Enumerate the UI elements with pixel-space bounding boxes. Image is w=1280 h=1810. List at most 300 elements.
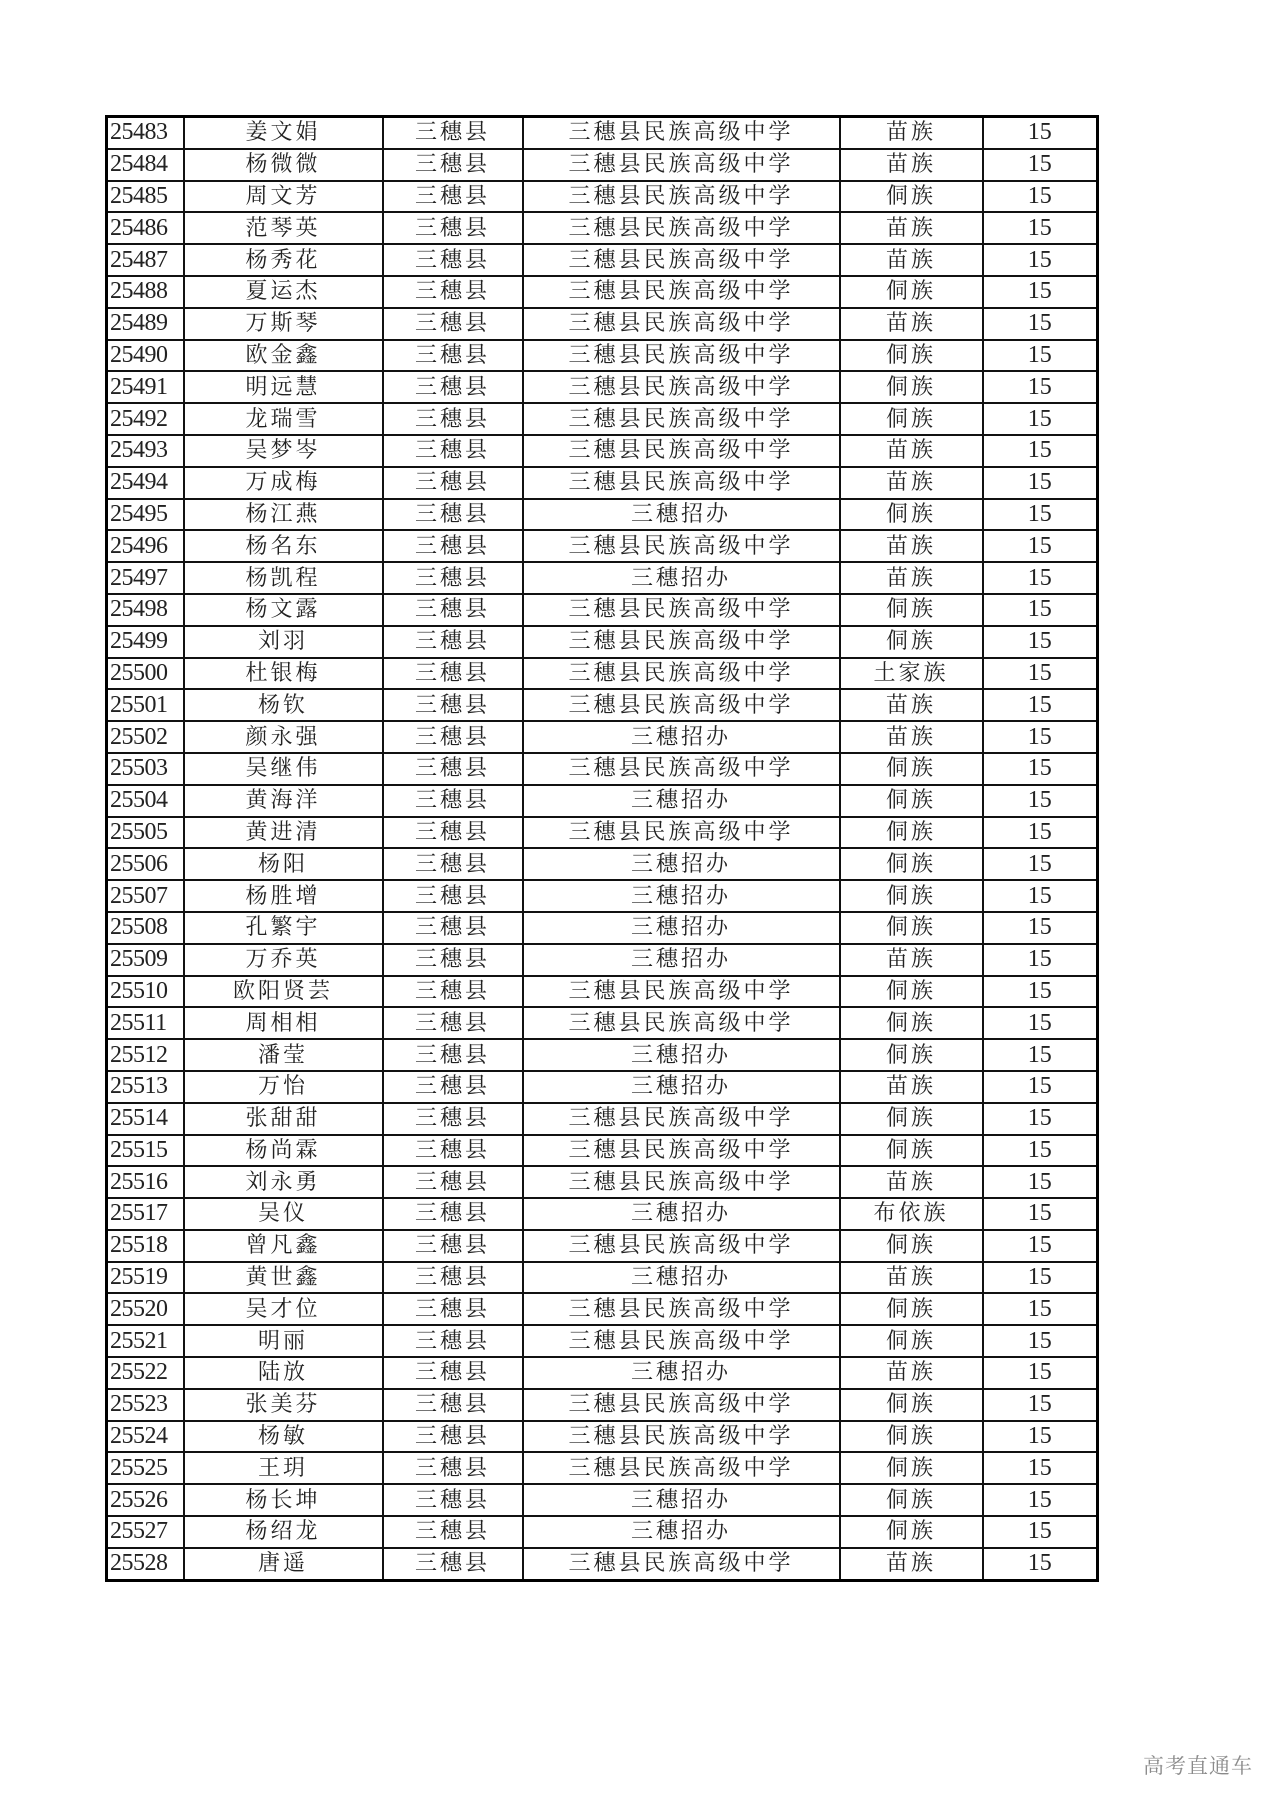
score-cell: 15 [983, 1198, 1098, 1230]
score-cell: 15 [983, 880, 1098, 912]
school-cell: 三穗县民族高级中学 [523, 435, 840, 467]
table-row [107, 1230, 1098, 1262]
table-row [107, 1484, 1098, 1516]
name-cell: 王玥 [184, 1452, 383, 1484]
name-cell: 唐遥 [184, 1548, 383, 1580]
county-cell: 三穗县 [383, 467, 523, 499]
table-row [107, 689, 1098, 721]
school-cell: 三穗县民族高级中学 [523, 1452, 840, 1484]
score-cell: 15 [983, 689, 1098, 721]
school-cell: 三穗县民族高级中学 [523, 689, 840, 721]
county-cell: 三穗县 [383, 1103, 523, 1135]
ethnicity-cell: 苗族 [840, 467, 983, 499]
id-cell: 25521 [107, 1325, 184, 1357]
school-cell: 三穗招办 [523, 944, 840, 976]
table-row [107, 340, 1098, 372]
id-cell: 25500 [107, 658, 184, 690]
ethnicity-cell: 侗族 [840, 626, 983, 658]
ethnicity-cell: 苗族 [840, 212, 983, 244]
county-cell: 三穗县 [383, 753, 523, 785]
score-cell: 15 [983, 1325, 1098, 1357]
school-cell: 三穗县民族高级中学 [523, 117, 840, 149]
school-cell: 三穗县民族高级中学 [523, 658, 840, 690]
county-cell: 三穗县 [383, 1325, 523, 1357]
ethnicity-cell: 侗族 [840, 753, 983, 785]
name-cell: 黄世鑫 [184, 1262, 383, 1294]
id-cell: 25494 [107, 467, 184, 499]
school-cell: 三穗县民族高级中学 [523, 1230, 840, 1262]
county-cell: 三穗县 [383, 117, 523, 149]
table-row [107, 530, 1098, 562]
name-cell: 吴仪 [184, 1198, 383, 1230]
county-cell: 三穗县 [383, 244, 523, 276]
roster-body [107, 117, 1098, 1581]
id-cell: 25515 [107, 1135, 184, 1167]
score-cell: 15 [983, 1230, 1098, 1262]
table-row [107, 212, 1098, 244]
name-cell: 姜文娟 [184, 117, 383, 149]
name-cell: 吴才位 [184, 1293, 383, 1325]
score-cell: 15 [983, 1484, 1098, 1516]
id-cell: 25506 [107, 848, 184, 880]
id-cell: 25519 [107, 1262, 184, 1294]
score-cell: 15 [983, 1516, 1098, 1548]
county-cell: 三穗县 [383, 1357, 523, 1389]
name-cell: 张甜甜 [184, 1103, 383, 1135]
county-cell: 三穗县 [383, 880, 523, 912]
score-cell: 15 [983, 848, 1098, 880]
score-cell: 15 [983, 1262, 1098, 1294]
id-cell: 25496 [107, 530, 184, 562]
id-cell: 25525 [107, 1452, 184, 1484]
id-cell: 25489 [107, 308, 184, 340]
name-cell: 杨敏 [184, 1421, 383, 1453]
score-cell: 15 [983, 1293, 1098, 1325]
ethnicity-cell: 侗族 [840, 785, 983, 817]
score-cell: 15 [983, 1421, 1098, 1453]
county-cell: 三穗县 [383, 944, 523, 976]
score-cell: 15 [983, 1039, 1098, 1071]
school-cell: 三穗县民族高级中学 [523, 1548, 840, 1580]
id-cell: 25517 [107, 1198, 184, 1230]
id-cell: 25504 [107, 785, 184, 817]
name-cell: 杨阳 [184, 848, 383, 880]
ethnicity-cell: 苗族 [840, 149, 983, 181]
county-cell: 三穗县 [383, 1071, 523, 1103]
school-cell: 三穗县民族高级中学 [523, 530, 840, 562]
id-cell: 25485 [107, 181, 184, 213]
id-cell: 25483 [107, 117, 184, 149]
table-row [107, 753, 1098, 785]
table-row [107, 403, 1098, 435]
ethnicity-cell: 侗族 [840, 1389, 983, 1421]
school-cell: 三穗县民族高级中学 [523, 594, 840, 626]
school-cell: 三穗县民族高级中学 [523, 1293, 840, 1325]
score-cell: 15 [983, 562, 1098, 594]
county-cell: 三穗县 [383, 626, 523, 658]
id-cell: 25487 [107, 244, 184, 276]
name-cell: 孔繁宇 [184, 912, 383, 944]
school-cell: 三穗招办 [523, 1262, 840, 1294]
name-cell: 刘永勇 [184, 1166, 383, 1198]
name-cell: 杨胜增 [184, 880, 383, 912]
school-cell: 三穗招办 [523, 1071, 840, 1103]
school-cell: 三穗招办 [523, 562, 840, 594]
id-cell: 25501 [107, 689, 184, 721]
school-cell: 三穗县民族高级中学 [523, 276, 840, 308]
ethnicity-cell: 侗族 [840, 1007, 983, 1039]
id-cell: 25507 [107, 880, 184, 912]
ethnicity-cell: 侗族 [840, 1421, 983, 1453]
ethnicity-cell: 苗族 [840, 435, 983, 467]
id-cell: 25520 [107, 1293, 184, 1325]
ethnicity-cell: 侗族 [840, 880, 983, 912]
score-cell: 15 [983, 1103, 1098, 1135]
table-row [107, 1421, 1098, 1453]
name-cell: 杨微微 [184, 149, 383, 181]
table-row [107, 435, 1098, 467]
ethnicity-cell: 苗族 [840, 1357, 983, 1389]
name-cell: 周相相 [184, 1007, 383, 1039]
school-cell: 三穗招办 [523, 1516, 840, 1548]
school-cell: 三穗县民族高级中学 [523, 340, 840, 372]
ethnicity-cell: 苗族 [840, 308, 983, 340]
score-cell: 15 [983, 944, 1098, 976]
county-cell: 三穗县 [383, 689, 523, 721]
name-cell: 曾凡鑫 [184, 1230, 383, 1262]
score-cell: 15 [983, 1007, 1098, 1039]
ethnicity-cell: 侗族 [840, 1039, 983, 1071]
name-cell: 明远慧 [184, 371, 383, 403]
name-cell: 杜银梅 [184, 658, 383, 690]
school-cell: 三穗招办 [523, 1198, 840, 1230]
ethnicity-cell: 侗族 [840, 1452, 983, 1484]
score-cell: 15 [983, 976, 1098, 1008]
county-cell: 三穗县 [383, 1007, 523, 1039]
ethnicity-cell: 侗族 [840, 1484, 983, 1516]
name-cell: 张美芬 [184, 1389, 383, 1421]
name-cell: 吴继伟 [184, 753, 383, 785]
score-cell: 15 [983, 1135, 1098, 1167]
school-cell: 三穗招办 [523, 1484, 840, 1516]
name-cell: 夏运杰 [184, 276, 383, 308]
ethnicity-cell: 苗族 [840, 1166, 983, 1198]
score-cell: 15 [983, 626, 1098, 658]
id-cell: 25492 [107, 403, 184, 435]
county-cell: 三穗县 [383, 371, 523, 403]
school-cell: 三穗县民族高级中学 [523, 212, 840, 244]
table-row [107, 467, 1098, 499]
school-cell: 三穗县民族高级中学 [523, 308, 840, 340]
school-cell: 三穗县民族高级中学 [523, 1007, 840, 1039]
score-cell: 15 [983, 658, 1098, 690]
table-row [107, 371, 1098, 403]
ethnicity-cell: 侗族 [840, 181, 983, 213]
table-row [107, 817, 1098, 849]
name-cell: 颜永强 [184, 721, 383, 753]
name-cell: 明丽 [184, 1325, 383, 1357]
county-cell: 三穗县 [383, 562, 523, 594]
school-cell: 三穗县民族高级中学 [523, 817, 840, 849]
name-cell: 万乔英 [184, 944, 383, 976]
county-cell: 三穗县 [383, 848, 523, 880]
school-cell: 三穗县民族高级中学 [523, 1421, 840, 1453]
score-cell: 15 [983, 371, 1098, 403]
id-cell: 25527 [107, 1516, 184, 1548]
school-cell: 三穗县民族高级中学 [523, 1135, 840, 1167]
county-cell: 三穗县 [383, 976, 523, 1008]
school-cell: 三穗招办 [523, 1039, 840, 1071]
id-cell: 25522 [107, 1357, 184, 1389]
name-cell: 刘羽 [184, 626, 383, 658]
ethnicity-cell: 苗族 [840, 1262, 983, 1294]
county-cell: 三穗县 [383, 1230, 523, 1262]
county-cell: 三穗县 [383, 1198, 523, 1230]
ethnicity-cell: 侗族 [840, 371, 983, 403]
school-cell: 三穗招办 [523, 880, 840, 912]
name-cell: 万斯琴 [184, 308, 383, 340]
school-cell: 三穗招办 [523, 499, 840, 531]
id-cell: 25512 [107, 1039, 184, 1071]
ethnicity-cell: 侗族 [840, 1325, 983, 1357]
table-row [107, 499, 1098, 531]
ethnicity-cell: 侗族 [840, 912, 983, 944]
school-cell: 三穗县民族高级中学 [523, 753, 840, 785]
ethnicity-cell: 侗族 [840, 976, 983, 1008]
name-cell: 杨凯程 [184, 562, 383, 594]
name-cell: 范琴英 [184, 212, 383, 244]
score-cell: 15 [983, 530, 1098, 562]
name-cell: 杨尚霖 [184, 1135, 383, 1167]
table-row [107, 594, 1098, 626]
county-cell: 三穗县 [383, 594, 523, 626]
school-cell: 三穗县民族高级中学 [523, 1325, 840, 1357]
id-cell: 25486 [107, 212, 184, 244]
name-cell: 欧阳贤芸 [184, 976, 383, 1008]
id-cell: 25499 [107, 626, 184, 658]
id-cell: 25524 [107, 1421, 184, 1453]
table-row [107, 658, 1098, 690]
county-cell: 三穗县 [383, 912, 523, 944]
id-cell: 25523 [107, 1389, 184, 1421]
id-cell: 25516 [107, 1166, 184, 1198]
id-cell: 25528 [107, 1548, 184, 1580]
id-cell: 25495 [107, 499, 184, 531]
id-cell: 25484 [107, 149, 184, 181]
id-cell: 25511 [107, 1007, 184, 1039]
table-row [107, 848, 1098, 880]
name-cell: 杨文露 [184, 594, 383, 626]
school-cell: 三穗县民族高级中学 [523, 181, 840, 213]
name-cell: 万成梅 [184, 467, 383, 499]
table-row [107, 149, 1098, 181]
score-cell: 15 [983, 817, 1098, 849]
ethnicity-cell: 土家族 [840, 658, 983, 690]
id-cell: 25497 [107, 562, 184, 594]
county-cell: 三穗县 [383, 1421, 523, 1453]
id-cell: 25510 [107, 976, 184, 1008]
id-cell: 25498 [107, 594, 184, 626]
table-row [107, 1389, 1098, 1421]
table-row [107, 562, 1098, 594]
ethnicity-cell: 侗族 [840, 1516, 983, 1548]
county-cell: 三穗县 [383, 212, 523, 244]
county-cell: 三穗县 [383, 721, 523, 753]
table-row [107, 1293, 1098, 1325]
table-row [107, 1007, 1098, 1039]
score-cell: 15 [983, 1071, 1098, 1103]
table-row [107, 1135, 1098, 1167]
school-cell: 三穗招办 [523, 912, 840, 944]
name-cell: 杨绍龙 [184, 1516, 383, 1548]
ethnicity-cell: 侗族 [840, 1230, 983, 1262]
ethnicity-cell: 布依族 [840, 1198, 983, 1230]
name-cell: 杨钦 [184, 689, 383, 721]
county-cell: 三穗县 [383, 785, 523, 817]
id-cell: 25488 [107, 276, 184, 308]
table-row [107, 626, 1098, 658]
county-cell: 三穗县 [383, 1548, 523, 1580]
name-cell: 杨江燕 [184, 499, 383, 531]
ethnicity-cell: 侗族 [840, 848, 983, 880]
school-cell: 三穗招办 [523, 848, 840, 880]
score-cell: 15 [983, 912, 1098, 944]
table-row [107, 1452, 1098, 1484]
county-cell: 三穗县 [383, 1452, 523, 1484]
ethnicity-cell: 苗族 [840, 530, 983, 562]
ethnicity-cell: 苗族 [840, 1548, 983, 1580]
ethnicity-cell: 侗族 [840, 1103, 983, 1135]
school-cell: 三穗县民族高级中学 [523, 626, 840, 658]
county-cell: 三穗县 [383, 1516, 523, 1548]
id-cell: 25503 [107, 753, 184, 785]
ethnicity-cell: 侗族 [840, 499, 983, 531]
county-cell: 三穗县 [383, 658, 523, 690]
table-row [107, 1548, 1098, 1580]
school-cell: 三穗县民族高级中学 [523, 403, 840, 435]
score-cell: 15 [983, 212, 1098, 244]
table-row [107, 308, 1098, 340]
school-cell: 三穗县民族高级中学 [523, 1389, 840, 1421]
table-row [107, 1039, 1098, 1071]
id-cell: 25490 [107, 340, 184, 372]
ethnicity-cell: 苗族 [840, 562, 983, 594]
watermark-text: 高考直通车 [1143, 1754, 1253, 1778]
table-row [107, 1357, 1098, 1389]
score-cell: 15 [983, 1389, 1098, 1421]
score-cell: 15 [983, 435, 1098, 467]
county-cell: 三穗县 [383, 181, 523, 213]
name-cell: 陆放 [184, 1357, 383, 1389]
school-cell: 三穗县民族高级中学 [523, 371, 840, 403]
score-cell: 15 [983, 1452, 1098, 1484]
county-cell: 三穗县 [383, 817, 523, 849]
name-cell: 周文芳 [184, 181, 383, 213]
school-cell: 三穗招办 [523, 721, 840, 753]
id-cell: 25493 [107, 435, 184, 467]
score-cell: 15 [983, 467, 1098, 499]
county-cell: 三穗县 [383, 1135, 523, 1167]
id-cell: 25505 [107, 817, 184, 849]
school-cell: 三穗县民族高级中学 [523, 149, 840, 181]
county-cell: 三穗县 [383, 435, 523, 467]
ethnicity-cell: 侗族 [840, 340, 983, 372]
name-cell: 杨长坤 [184, 1484, 383, 1516]
table-row [107, 1166, 1098, 1198]
table-row [107, 1262, 1098, 1294]
school-cell: 三穗县民族高级中学 [523, 1103, 840, 1135]
name-cell: 杨名东 [184, 530, 383, 562]
name-cell: 潘莹 [184, 1039, 383, 1071]
county-cell: 三穗县 [383, 149, 523, 181]
id-cell: 25526 [107, 1484, 184, 1516]
county-cell: 三穗县 [383, 1039, 523, 1071]
score-cell: 15 [983, 753, 1098, 785]
ethnicity-cell: 苗族 [840, 944, 983, 976]
table-row [107, 1103, 1098, 1135]
table-row [107, 944, 1098, 976]
score-cell: 15 [983, 244, 1098, 276]
score-cell: 15 [983, 1357, 1098, 1389]
score-cell: 15 [983, 117, 1098, 149]
id-cell: 25508 [107, 912, 184, 944]
table-row [107, 1198, 1098, 1230]
county-cell: 三穗县 [383, 530, 523, 562]
score-cell: 15 [983, 149, 1098, 181]
name-cell: 杨秀花 [184, 244, 383, 276]
score-cell: 15 [983, 785, 1098, 817]
county-cell: 三穗县 [383, 1262, 523, 1294]
table-row [107, 1071, 1098, 1103]
county-cell: 三穗县 [383, 1293, 523, 1325]
id-cell: 25514 [107, 1103, 184, 1135]
score-cell: 15 [983, 276, 1098, 308]
score-cell: 15 [983, 594, 1098, 626]
ethnicity-cell: 侗族 [840, 817, 983, 849]
county-cell: 三穗县 [383, 276, 523, 308]
score-cell: 15 [983, 499, 1098, 531]
county-cell: 三穗县 [383, 1484, 523, 1516]
county-cell: 三穗县 [383, 1166, 523, 1198]
table-row [107, 1516, 1098, 1548]
name-cell: 龙瑞雪 [184, 403, 383, 435]
ethnicity-cell: 侗族 [840, 1135, 983, 1167]
id-cell: 25518 [107, 1230, 184, 1262]
county-cell: 三穗县 [383, 340, 523, 372]
county-cell: 三穗县 [383, 403, 523, 435]
ethnicity-cell: 侗族 [840, 403, 983, 435]
ethnicity-cell: 侗族 [840, 1293, 983, 1325]
id-cell: 25502 [107, 721, 184, 753]
county-cell: 三穗县 [383, 308, 523, 340]
score-cell: 15 [983, 403, 1098, 435]
school-cell: 三穗招办 [523, 785, 840, 817]
score-cell: 15 [983, 308, 1098, 340]
table-row [107, 912, 1098, 944]
ethnicity-cell: 侗族 [840, 276, 983, 308]
table-row [107, 181, 1098, 213]
name-cell: 黄海洋 [184, 785, 383, 817]
ethnicity-cell: 苗族 [840, 1071, 983, 1103]
roster-table [105, 115, 1099, 1582]
id-cell: 25491 [107, 371, 184, 403]
name-cell: 吴梦岑 [184, 435, 383, 467]
ethnicity-cell: 苗族 [840, 117, 983, 149]
school-cell: 三穗招办 [523, 1357, 840, 1389]
table-row [107, 1325, 1098, 1357]
school-cell: 三穗县民族高级中学 [523, 467, 840, 499]
ethnicity-cell: 苗族 [840, 689, 983, 721]
